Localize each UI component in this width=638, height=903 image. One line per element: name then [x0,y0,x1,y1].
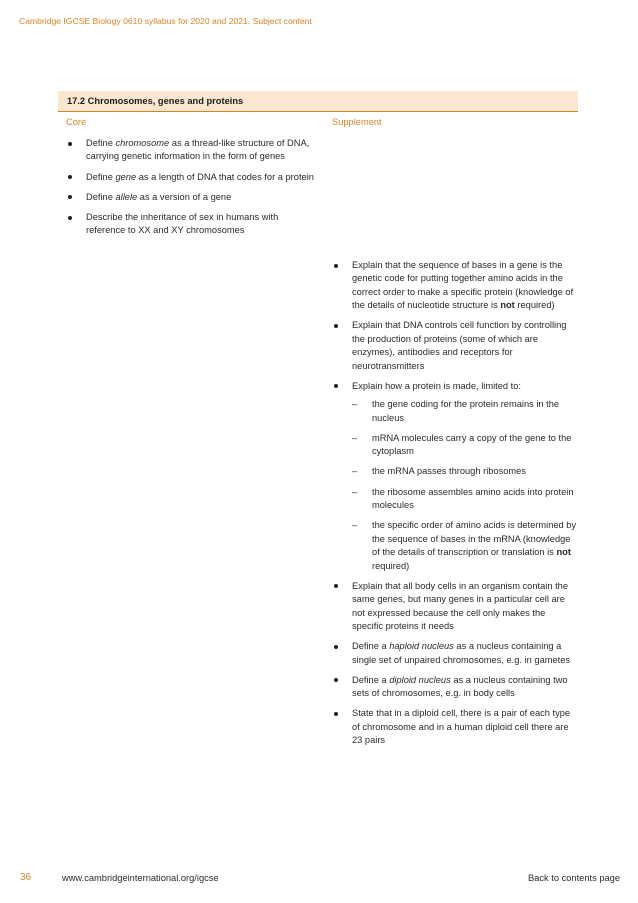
bullet-icon [334,324,338,328]
list-item-text: State that in a diploid cell, there is a pair of each type of chromosome and in a human diploid cell there are 23 pairs [352,708,571,746]
list-item-text: Define allele as a version of a gene [86,191,232,202]
core-list [66,137,316,245]
sub-list-item [352,465,578,478]
supplement-list-item [332,319,578,373]
supplement-list-item [332,674,578,701]
section-title: 17.2 Chromosomes, genes and proteins [67,96,244,106]
running-head: Cambridge IGCSE Biology 0610 syllabus for 2020 and 2021. Subject content [19,16,312,26]
list-item-text: Explain how a protein is made, limited to: [352,380,521,391]
core-list-item [66,191,316,204]
sub-list-item-text: the specific order of amino acids is determined by the sequence of bases in the mRNA (knowledge of the details of transcription or translation is not required) [372,520,577,571]
sub-list-item [352,398,578,425]
bullet-icon [334,384,338,388]
sub-list-item-text: the gene coding for the protein remains in the nucleus [372,399,560,423]
list-item-text: Define gene as a length of DNA that codes for a protein [86,171,314,182]
footer-url[interactable]: www.cambridgeinternational.org/igcse [62,873,219,883]
sub-list-item-text: the mRNA passes through ribosomes [372,466,526,477]
supplement-column-heading: Supplement [332,117,382,127]
list-item-text: Define a haploid nucleus as a nucleus containing a single set of unpaired chromosomes, e.g. in gametes [352,641,571,665]
bullet-icon [68,195,72,199]
supplement-list-item [332,580,578,634]
bullet-icon [334,645,338,649]
sub-list [352,398,578,573]
core-list-item [66,211,316,238]
core-list-item [66,171,316,184]
dash-icon: – [352,399,358,410]
sub-list-item-text: the ribosome assembles amino acids into protein molecules [372,486,574,511]
bullet-icon [334,264,338,268]
section-title-bar [58,91,578,112]
dash-icon: – [352,520,358,531]
supplement-list-item [332,259,578,313]
list-item-text: Define chromosome as a thread-like structure of DNA, carrying genetic information in the form of genes [86,138,310,162]
dash-icon: – [352,466,358,477]
bullet-icon [68,216,72,220]
list-item-text: Explain that all body cells in an organism contain the same genes, but many genes in a particular cell are not expressed because the cell only makes the specific proteins it needs [352,580,569,631]
core-column-heading: Core [66,117,87,127]
bullet-icon [68,142,72,146]
sub-list-item [352,519,578,573]
sub-list-item [352,432,578,459]
list-item-text: Explain that the sequence of bases in a gene is the genetic code for putting together amino acids in the correct order to make a specific protein (knowledge of the details of nucleotide structure is not required) [352,260,574,311]
page-number: 36 [20,872,32,883]
supplement-list-item [332,380,578,573]
dash-icon: – [352,486,358,497]
list-item-text: Define a diploid nucleus as a nucleus containing two sets of chromosomes, e.g. in body cells [352,674,568,699]
bullet-icon [334,584,338,588]
supplement-list-item [332,707,578,747]
bullet-icon [334,678,338,682]
bullet-icon [334,712,338,716]
sub-list-item-text: mRNA molecules carry a copy of the gene to the cytoplasm [372,432,572,457]
supplement-list [332,259,578,754]
sub-list-item [352,486,578,513]
supplement-list-item [332,640,578,667]
list-item-text: Describe the inheritance of sex in humans with reference to XX and XY chromosomes [86,212,279,236]
bullet-icon [68,175,72,179]
back-to-contents-link[interactable]: Back to contents page [528,873,620,883]
dash-icon: – [352,432,358,443]
core-list-item [66,137,316,164]
list-item-text: Explain that DNA controls cell function by controlling the production of proteins (some of which are enzymes), antibodies and receptors for neurotransmitters [352,320,567,371]
